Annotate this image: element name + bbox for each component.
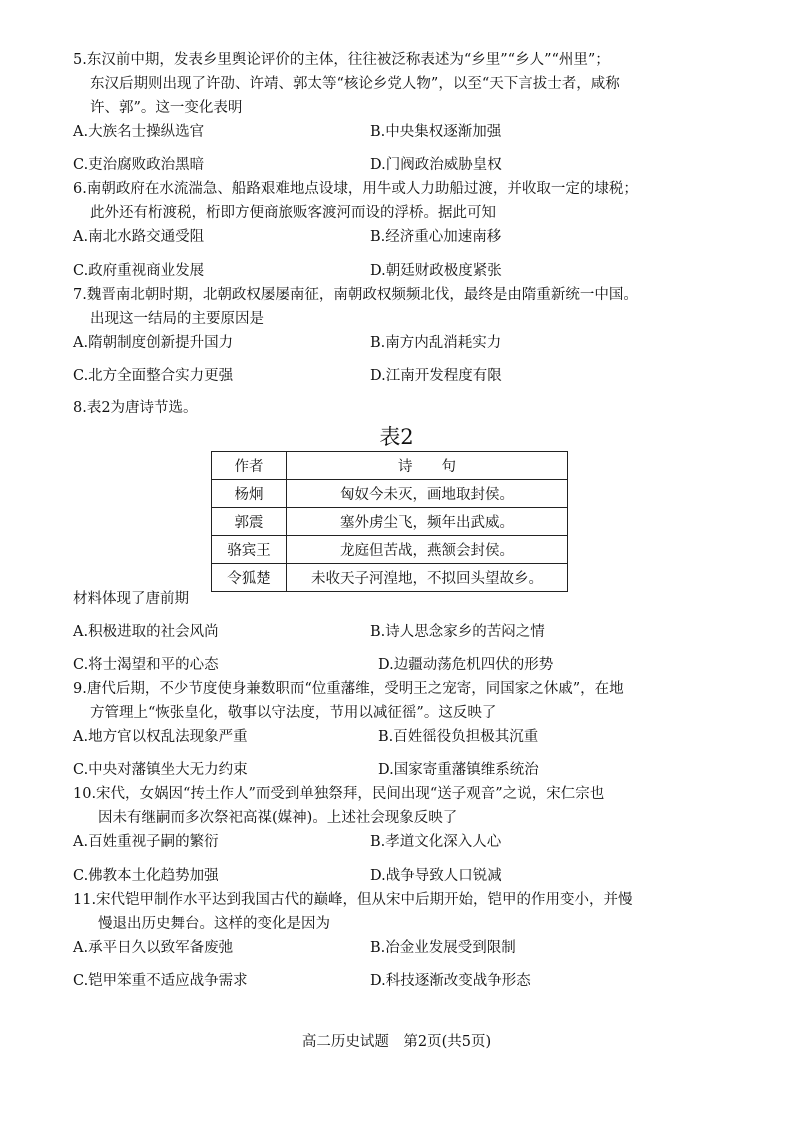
q8-stem-line1: 8.表2为唐诗节选。 — [73, 400, 198, 416]
q6-option-b: B.经济重心加速南移 — [370, 229, 502, 245]
q5-stem-line1: 5.东汉前中期，发表乡里舆论评价的主体，往往被泛称表述为“乡里”“乡人”“州里”； — [73, 52, 610, 68]
q10-stem-line2: 因未有继嗣而多次祭祀高禖(媒神)。上述社会现象反映了 — [98, 810, 458, 826]
q6-option-a: A.南北水路交通受阻 — [73, 229, 205, 245]
table-cell-verse: 塞外虏尘飞，频年出武威。 — [287, 508, 568, 536]
q11-option-d: D.科技逐渐改变战争形态 — [370, 973, 531, 989]
q11-option-a: A.承平日久以致军备废弛 — [73, 940, 234, 956]
table-cell-verse: 龙庭但苦战，燕颔会封侯。 — [287, 536, 568, 564]
table-cell-verse: 未收天子河湟地，不拟回头望故乡。 — [287, 564, 568, 592]
table-row — [212, 536, 568, 564]
q7-option-c: C.北方全面整合实力更强 — [73, 368, 234, 384]
poem-table — [211, 451, 568, 592]
q7-option-a: A.隋朝制度创新提升国力 — [73, 335, 234, 351]
table-header-row — [212, 452, 568, 480]
q5-option-d: D.门阀政治威胁皇权 — [370, 157, 502, 173]
table-cell-verse: 匈奴今未灭，画地取封侯。 — [287, 480, 568, 508]
q8-option-b: B.诗人思念家乡的苦闷之情 — [370, 624, 545, 640]
q9-option-d: D.国家寄重藩镇维系统治 — [378, 762, 539, 778]
q5-stem-line3: 许、郭”。这一变化表明 — [90, 100, 243, 116]
q10-option-b: B.孝道文化深入人心 — [370, 834, 502, 850]
table-cell-author: 郭震 — [212, 508, 287, 536]
q10-option-d: D.战争导致人口锐减 — [370, 868, 502, 884]
table-row — [212, 508, 568, 536]
q10-option-c: C.佛教本土化趋势加强 — [73, 868, 219, 884]
table-row — [212, 564, 568, 592]
q9-stem-line2: 方管理上“恢张皇化，敬事以守法度，节用以减征徭”。这反映了 — [90, 705, 497, 721]
q5-option-c: C.吏治腐败政治黑暗 — [73, 157, 205, 173]
q9-stem-line1: 9.唐代后期，不少节度使身兼数职而“位重藩维，受明王之宠寄，同国家之休戚”，在地 — [73, 681, 624, 697]
q8-after-table: 材料体现了唐前期 — [73, 591, 189, 607]
q11-option-c: C.铠甲笨重不适应战争需求 — [73, 973, 248, 989]
table-header-verse: 诗 句 — [287, 452, 568, 480]
q9-option-b: B.百姓徭役负担极其沉重 — [378, 729, 539, 745]
q8-option-a: A.积极进取的社会风尚 — [73, 624, 219, 640]
table-cell-author: 杨炯 — [212, 480, 287, 508]
q10-option-a: A.百姓重视子嗣的繁衍 — [73, 834, 219, 850]
q9-option-a: A.地方官以权乱法现象严重 — [73, 729, 248, 745]
q11-stem-line1: 11.宋代铠甲制作水平达到我国古代的巅峰，但从宋中后期开始，铠甲的作用变小，并慢 — [73, 892, 633, 908]
q7-stem-line1: 7.魏晋南北朝时期，北朝政权屡屡南征，南朝政权频频北伐，最终是由隋重新统一中国。 — [73, 287, 638, 303]
table-title: 表2 — [379, 425, 414, 449]
q7-option-b: B.南方内乱消耗实力 — [370, 335, 502, 351]
q6-stem-line2: 此外还有桁渡税，桁即方便商旅贩客渡河而设的浮桥。据此可知 — [90, 205, 496, 221]
table-row — [212, 480, 568, 508]
q6-option-d: D.朝廷财政极度紧张 — [370, 263, 502, 279]
q5-option-a: A.大族名士操纵选官 — [73, 124, 205, 140]
q6-option-c: C.政府重视商业发展 — [73, 263, 205, 279]
q6-stem-line1: 6.南朝政府在水流湍急、船路艰难地点设埭，用牛或人力助船过渡，并收取一定的埭税； — [73, 181, 638, 197]
table-header-author: 作者 — [212, 452, 287, 480]
table-cell-author: 令狐楚 — [212, 564, 287, 592]
q7-stem-line2: 出现这一结局的主要原因是 — [90, 311, 264, 327]
table-cell-author: 骆宾王 — [212, 536, 287, 564]
q7-option-d: D.江南开发程度有限 — [370, 368, 502, 384]
q5-stem-line2: 东汉后期则出现了许劭、许靖、郭太等“核论乡党人物”，以至“天下言拔士者，咸称 — [90, 76, 620, 92]
q10-stem-line1: 10.宋代，女娲因“抟土作人”而受到单独祭拜，民间出现“送子观音”之说，宋仁宗也 — [73, 786, 605, 802]
q5-option-b: B.中央集权逐渐加强 — [370, 124, 502, 140]
q8-option-c: C.将士渴望和平的心态 — [73, 657, 219, 673]
q9-option-c: C.中央对藩镇坐大无力约束 — [73, 762, 248, 778]
q11-stem-line2: 慢退出历史舞台。这样的变化是因为 — [98, 916, 330, 932]
q8-option-d: D.边疆动荡危机四伏的形势 — [378, 657, 554, 673]
q11-option-b: B.冶金业发展受到限制 — [370, 940, 516, 956]
page-footer: 高二历史试题 第2页(共5页) — [301, 1034, 492, 1050]
